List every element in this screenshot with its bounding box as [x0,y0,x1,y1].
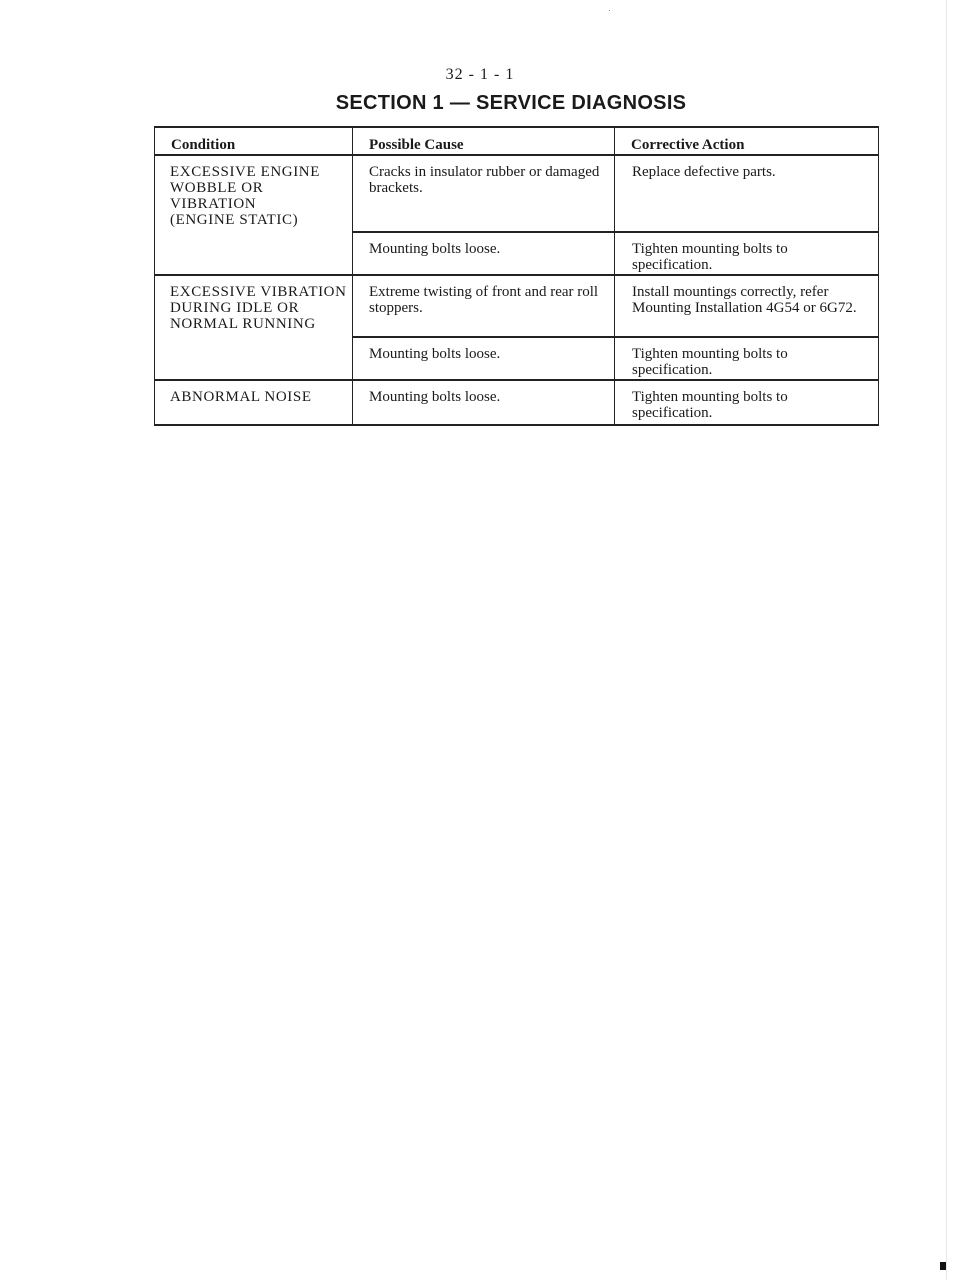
action-text: Install mountings correctly, refer Mounting Installation 4G54 or 6G72. [632,284,857,316]
action-cell [615,337,879,380]
cause-text: Extreme twisting of front and rear roll stoppers. [369,284,599,316]
scan-speck [609,10,610,11]
action-cell [615,275,879,337]
cause-cell [353,232,615,275]
section-title: SECTION 1 — SERVICE DIAGNOSIS [335,92,687,114]
cause-cell [353,337,615,380]
action-text: Replace defective parts. [632,164,776,180]
cause-cell [353,155,615,232]
cause-cell [353,275,615,337]
table-row [155,380,879,425]
condition-cell: ABNORMAL NOISE [155,380,353,425]
header-corrective-action: Corrective Action [615,127,879,155]
table-row [155,155,879,232]
action-text: Tighten mounting bolts to specification. [632,346,788,378]
service-diagnosis-table [154,126,879,426]
corner-mark [940,1262,946,1270]
cause-text: Mounting bolts loose. [369,241,501,257]
condition-cell: EXCESSIVE ENGINE WOBBLE OR VIBRATION (ENGINE STATIC) [155,155,353,275]
action-text: Tighten mounting bolts to specification. [632,389,788,421]
page-edge-line [946,0,947,1280]
table-header-row [155,127,879,155]
condition-cell: EXCESSIVE VIBRATION DURING IDLE OR NORMAL RUNNING [155,275,353,380]
action-cell [615,380,879,425]
cause-text: Mounting bolts loose. [369,389,501,405]
cause-cell [353,380,615,425]
header-possible-cause: Possible Cause [353,127,615,155]
cause-text: Cracks in insulator rubber or damaged brackets. [369,164,600,196]
header-condition: Condition [155,127,353,155]
page-number: 32 - 1 - 1 [445,66,515,83]
cause-text: Mounting bolts loose. [369,346,501,362]
action-cell [615,232,879,275]
table-row [155,275,879,337]
action-text: Tighten mounting bolts to specification. [632,241,788,273]
action-cell [615,155,879,232]
